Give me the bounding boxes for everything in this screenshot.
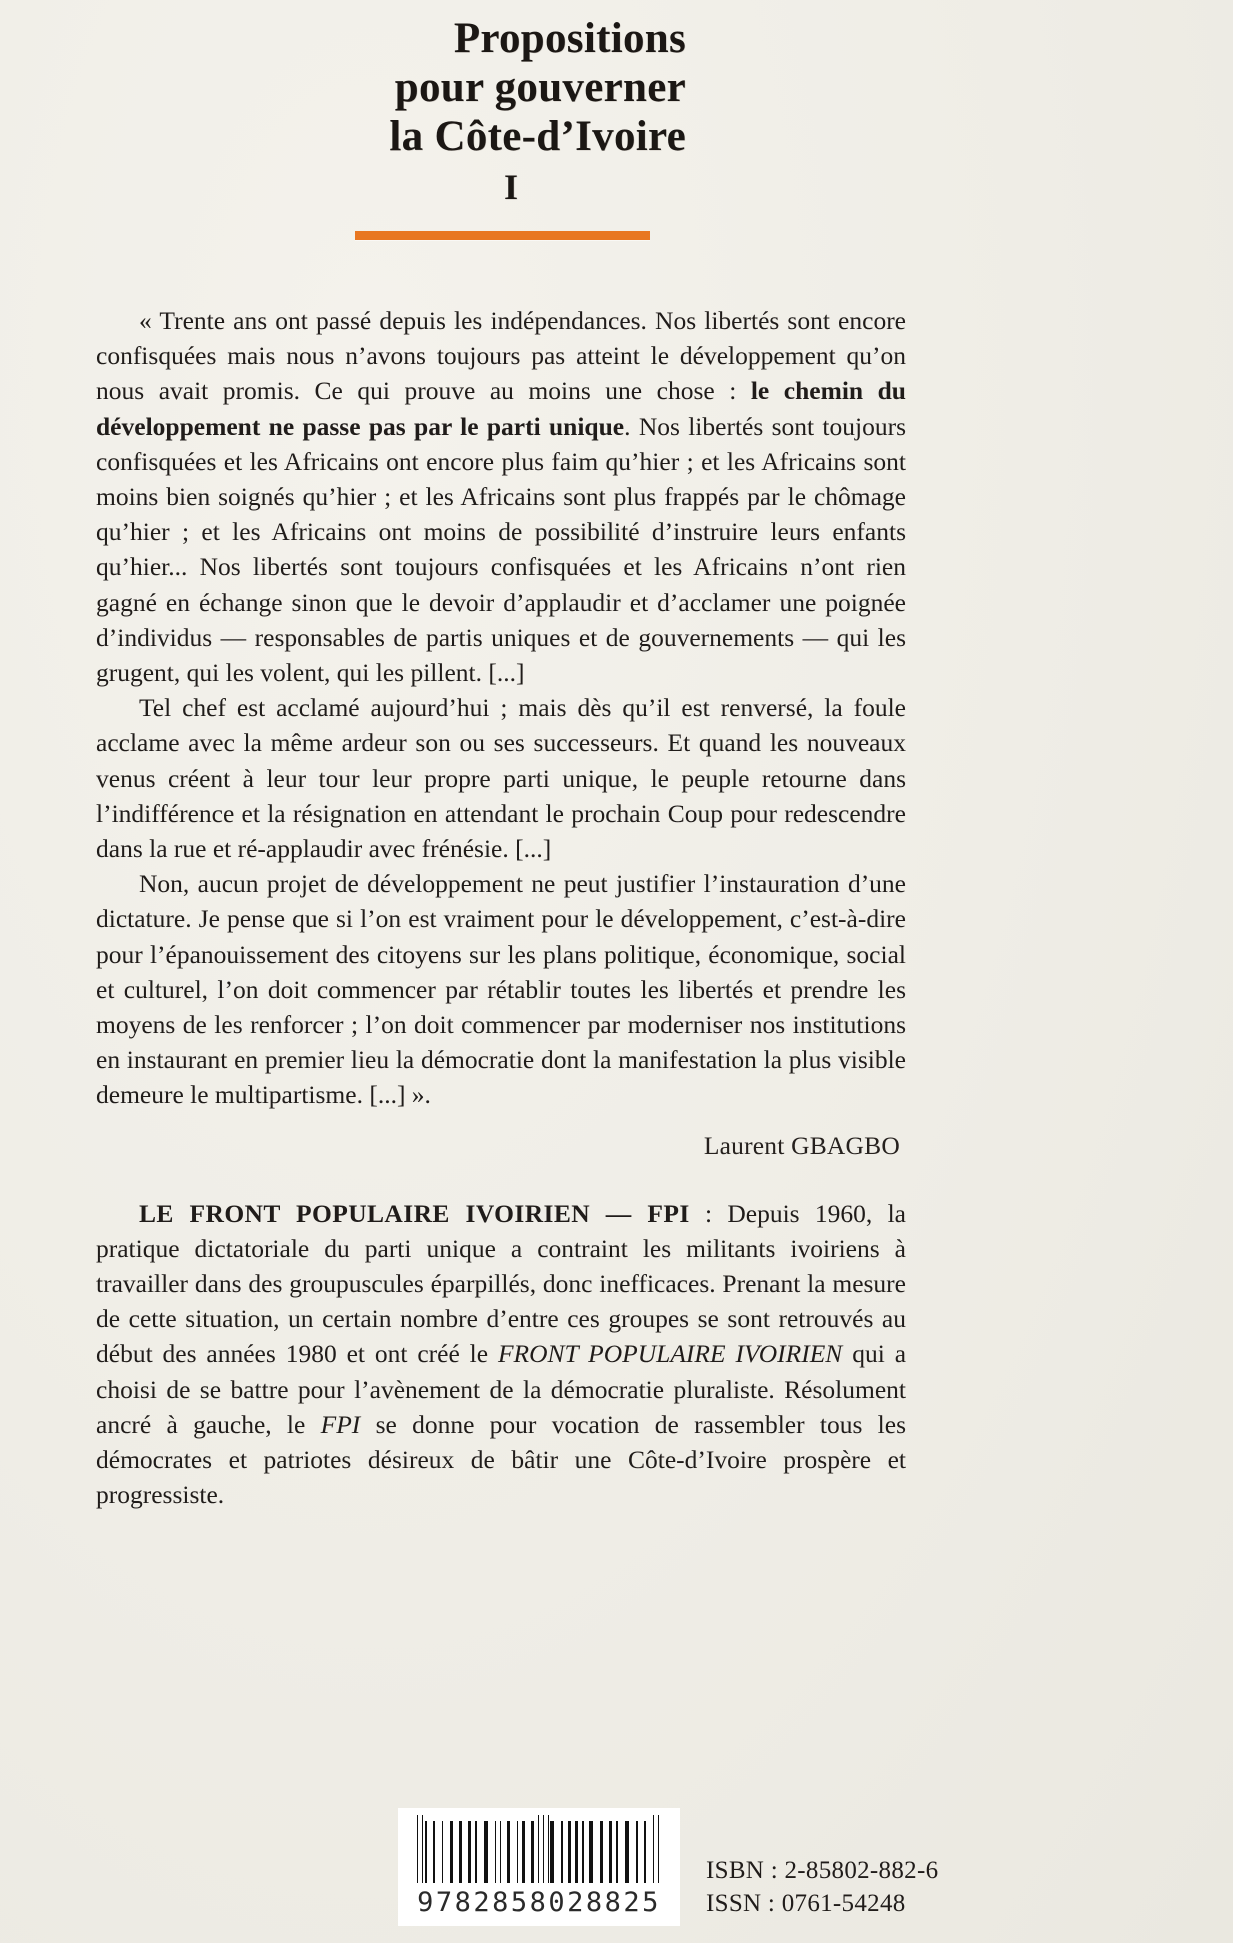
fpi-part-3: se donne pour vocation de rassembler tous les démocrates et patriotes désireux de bâtir une Côte-d’Ivoire prospère et progressiste. <box>96 1409 906 1510</box>
quote-paragraph-3: Non, aucun projet de développement ne peut justifier l’instauration d’une dictature. Je pense que si l’on est vraiment pour le développement, c’est-à-dire pour l’épanouissement des citoyens sur les plans politique, économique, social et culturel, l’on doit commencer par rétablir toutes les libertés et prendre les moyens de les renforcer ; l’on doit commencer par moderniser nos institutions en instaurant en premier lieu la démocratie dont la manifestation la plus visible demeure le multipartisme. [...] ». <box>96 869 906 1110</box>
quote-p1-part1: « Trente ans ont passé depuis les indépendances. Nos libertés sont encore confisquées mais nous n’avons toujours pas atteint le développement qu’on nous avait promis. Ce qui prouve au moins une chose : <box>96 306 906 406</box>
fpi-part-1: : Depuis 1960, la pratique dictatoriale du parti unique a contraint les militants ivoiriens à travailler dans des groupuscules éparpillés, donc inefficaces. Prenant la mesure de cette situation, un certain nombre d’entre ces groupes se sont retrouvés au début des années 1980 et ont créé le <box>96 1198 906 1369</box>
issn-value: ISSN : 0761-54248 <box>706 1890 906 1917</box>
title-volume-number: I <box>503 167 518 207</box>
fpi-italic-fpi: FPI <box>320 1409 361 1439</box>
back-cover-text-column <box>96 303 906 1513</box>
quote-paragraph-2: Tel chef est acclamé aujourd’hui ; mais dès qu’il est renversé, la foule acclame avec la même ardeur son ou ses successeurs. Et quand les nouveaux venus créent à leur tour leur propre parti unique, le peuple retourne dans l’indifférence et la résignation en attendant le prochain Coup pour redescendre dans la rue et ré-applaudir avec frénésie. [...] <box>96 693 906 864</box>
quote-attribution-signature: Laurent GBAGBO <box>703 1130 900 1160</box>
barcode-bars <box>417 1815 661 1883</box>
quote-p1-part2: . Nos libertés sont toujours confisquées et les Africains ont encore plus faim qu’hier ; et les Africains sont moins bien soignés qu’hier ; et les Africains sont plus frappés par le chômage qu’hier ; et les Africains ont moins de possibilité d’instruire leurs enfants qu’hier... Nos libertés sont toujours confisquées et les Africains n’ont rien gagné en échange sinon que le devoir d’applaudir et d’acclamer une poignée d’individus — responsables de partis uniques et de gouvernements — qui les grugent, qui les volent, qui les pillent. [...] <box>96 411 906 688</box>
title-line-2: pour gouverner <box>394 64 686 111</box>
ean13-barcode <box>398 1808 680 1926</box>
fpi-part-2: qui a choisi de se battre pour l’avènement de la démocratie pluraliste. Résolument ancré à gauche, le <box>96 1339 907 1439</box>
isbn-value: ISBN : 2-85802-882-6 <box>706 1857 939 1884</box>
fpi-description-block <box>96 1196 906 1513</box>
title-block <box>0 14 686 209</box>
title-line-1: Propositions <box>453 15 686 62</box>
orange-divider-rule <box>355 231 650 240</box>
quote-paragraph-1 <box>96 303 906 690</box>
title-line-3: la Côte-d’Ivoire <box>389 113 686 160</box>
identifier-block <box>706 1854 938 1920</box>
fpi-italic-front-populaire-ivoirien: FRONT POPULAIRE IVOIRIEN <box>497 1339 843 1369</box>
fpi-paragraph <box>96 1196 906 1513</box>
barcode-digits: 9782858028825 <box>417 1887 661 1918</box>
quote-p1-bold-emphasis: le chemin du développement ne passe pas par le parti unique <box>96 376 906 441</box>
fpi-lead-label: LE FRONT POPULAIRE IVOIRIEN — FPI <box>139 1198 690 1228</box>
